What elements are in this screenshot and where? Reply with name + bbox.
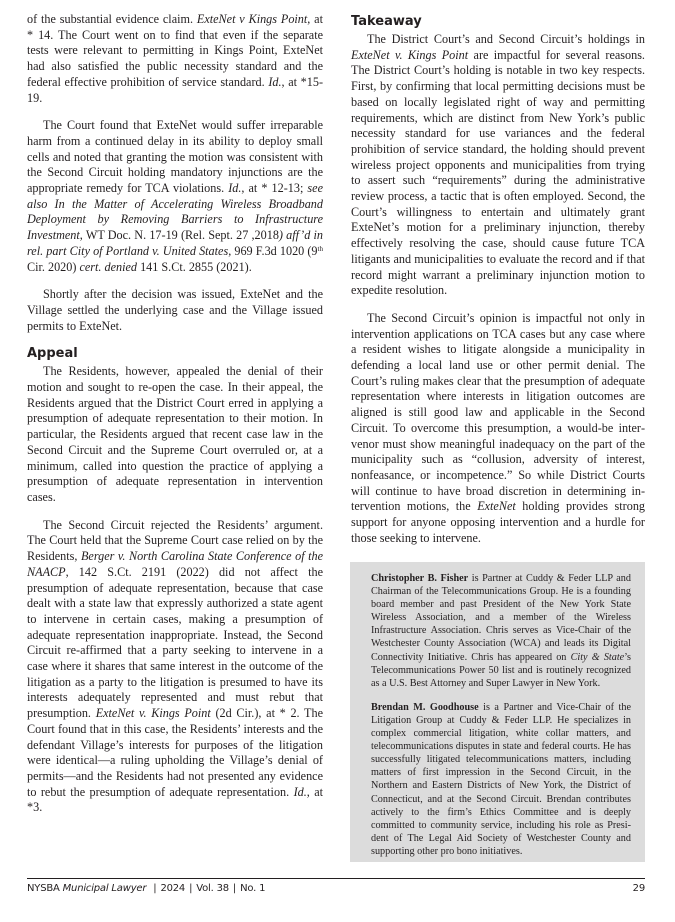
paragraph-second-circuit	[27, 518, 323, 816]
paragraph-substantial-evidence	[27, 12, 323, 106]
heading-takeaway: Takeaway	[351, 14, 422, 29]
heading-appeal: Appeal	[27, 346, 78, 362]
case-citation: ExteNet v Kings Point	[196, 12, 308, 26]
paragraph-takeaway-district	[351, 32, 645, 299]
text: Cir. 2020)	[27, 259, 80, 274]
footer-year: 2024	[160, 883, 186, 894]
footer-separator: |	[232, 883, 237, 894]
case-citation: ExteNet v. Kings Point	[95, 706, 211, 721]
see-also-citation: see also In the Matter of Accelerating Wireless Broadband Deployment by Removing Barriers to Infrastructure Investment	[27, 181, 323, 243]
page-footer	[27, 883, 645, 894]
publication-name: City & State	[570, 651, 625, 663]
footer-issue-number: No. 1	[240, 883, 266, 894]
affd-citation: ) aff’d in rel. part City of Portland v. United States	[27, 228, 323, 258]
text: 141 S.Ct. 2855 (2021).	[137, 259, 252, 274]
author-bio-fisher	[371, 572, 631, 690]
superscript: th	[317, 244, 323, 253]
id-citation: Id.	[268, 74, 282, 89]
footer-divider	[27, 878, 645, 879]
text: ’s Telecommunications Power 50 list and is routinely recognized as a U.S. Best Attorney and Super Lawyer in New York.	[371, 651, 631, 689]
footer-separator: |	[189, 883, 193, 894]
text: of the substantial evidence claim.	[27, 12, 197, 26]
footer-volume: Vol. 38	[196, 883, 229, 894]
id-citation: Id.	[228, 181, 242, 196]
paragraph-irreparable-harm	[27, 118, 323, 275]
text: , 142 S.Ct. 2191 (2022) did not affect the presumption of adequate representation, because that case dealt with a state law that expressly authorized a state agent to intervene in certain cases, making a presumption of adequate representation inappropriate. Instead, the Second Circuit re-affirmed that a party seeking to intervene in a case where it shares that same interest in the outcome of the litigation as a party to the litigation is presumed to have its interests adequately represented and must rebut that presumption.	[27, 564, 323, 721]
paragraph-appeal: The Residents, however, appealed the denial of their motion and sought to re-open the case. In their appeal, the Residents argued that the District Court erred in applying a presumption of adequate representation to their motion. In particular, the Residents argued that recent case law in the Second Circuit and the Supreme Court overruled or, at a minimum, called into question the practice of applying a presumption of adequate representation in intervention cases.	[27, 364, 323, 504]
text: The Second Circuit rejected the Residents’ argument. The Court held that the Supreme Court case relied on by the Residents,	[27, 517, 323, 564]
text: (2d Cir.), at * 2. The Court found that in this case, the Residents’ interests and the defendant Village’s interests for purposes of the litigation were identical—a ruling upholding the Village’s denial of permits—and the Residents had not presented any evidence to rebut the presumption of adequate representation.	[27, 706, 324, 799]
text: are impactful for several reasons. The District Court’s holding is notable in two key respects. First, by confirming that local permitting decisions must be based on locally legislated right of way and permitting requirements, which are distinct from New York’s public necessity standard for use variances and the federal prohibition of service standard, the holding should prevent wireless project opponents and municipalities from trying to assert such “requirements” during the administrative review process, a tactic that is often employed. Second, the Court’s willingness to entertain and ultimately grant ExteNet’s motion for a preliminary injunction, thereby effectively resolving the case, should cause future TCA litigants and municipalities to evaluate the record and if that record might warrant a preliminary injunction motion to expedite resolution.	[351, 47, 645, 298]
text: The Court found that ExteNet would suffer irreparable harm from a continued delay in its ability to deploy small cells and noted that granting the motion was consistent with the Second Circuit holding mandatory injunctions are the appropriate remedy for TCA violations.	[27, 118, 323, 196]
author-name: Brendan M. Goodhouse	[371, 701, 479, 713]
page-number: 29	[632, 883, 645, 894]
footer-separator: |	[153, 883, 157, 894]
text: , at * 12-13;	[241, 181, 308, 196]
case-citation: ExteNet v. Kings Point	[351, 47, 469, 62]
text: The Second Circuit’s opinion is impactful not only in intervention applications on TCA cases but any case where a resident wishes to litigate alongside a municipality in defending a local land use or other permit denial. The Court’s ruling makes clear that the presumption of adequate representation where interests in litigation outcomes are aligned is still good law and applicable in the Second Circuit. To overcome this presumption, a would-be intervenor must show meaningful inadequacy on the part of the municipality such as “collusion, adversity of interest, nonfeasance, or incompetence.” So while District Courts will continue to have broad discretion in determining intervention motions, the	[351, 310, 645, 514]
left-column	[27, 12, 323, 828]
right-column	[351, 12, 645, 559]
footer-publication: Municipal Lawyer	[62, 883, 147, 894]
paragraph-takeaway-second-circuit	[351, 311, 645, 547]
cert-denied: cert. denied	[79, 259, 138, 274]
author-bio-box	[350, 562, 645, 862]
text: , at *15-19.	[27, 74, 324, 105]
case-citation: ExteNet	[477, 499, 516, 514]
author-name: Christopher B. Fisher	[371, 573, 469, 584]
text: , at *3.	[27, 784, 323, 815]
paragraph-settlement: Shortly after the decision was issued, ExteNet and the Village settled the underlying case and the Village issued permits to ExteNet.	[27, 287, 323, 333]
text: holding provides strong support for anyone opposing intervention and a hurdle for those seeking to intervene.	[351, 499, 646, 545]
author-bio-goodhouse	[371, 701, 631, 858]
text: , WT Doc. N. 17-19 (Rel. Sept. 27 ,2018	[79, 228, 279, 243]
footer-org: NYSBA	[27, 883, 60, 894]
text: , at * 14. The Court went on to find that even if the separate tests were relevant to permitting in Kings Point, ExteNet had also satisfied the public necessity standard and the federal effective prohibition of service standard.	[27, 12, 323, 89]
text: , 969 F.3d 1020 (9	[228, 243, 318, 258]
id-citation: Id.	[293, 784, 307, 799]
case-citation: Berger v. North Carolina State Conference of the NAACP	[27, 549, 323, 579]
text: The District Court’s and Second Circuit’s holdings in	[367, 32, 645, 46]
text: is Partner at Cuddy & Feder LLP and Chairman of the Telecommunications Group. He is a founding board member and past President of the New York State Wireless Association, and a member of the Wireless Infrastructure Association. Chris serves as Vice-Chair of the Westchester County Association (WCA) and leads its Digital Connectivity Initiative. Chris has appeared on	[371, 573, 631, 663]
text: is a Partner and Vice-Chair of the Litigation Group at Cuddy & Feder LLP. He specializes in complex commercial litigation, white collar matters, and telecommunications disputes in state and federal courts. He has successfully litigated telecommunications matters, including matters of first impression in the Second Circuit, in the Northern and Eastern Districts of New York, the District of Connecticut, and at the Second Circuit. Brendan contributes actively to the firm’s Ethics Committee and is deeply committed to community service, including his role as President of The Legal Aid Society of Westchester County and supporting other pro bono initiatives.	[371, 701, 631, 857]
